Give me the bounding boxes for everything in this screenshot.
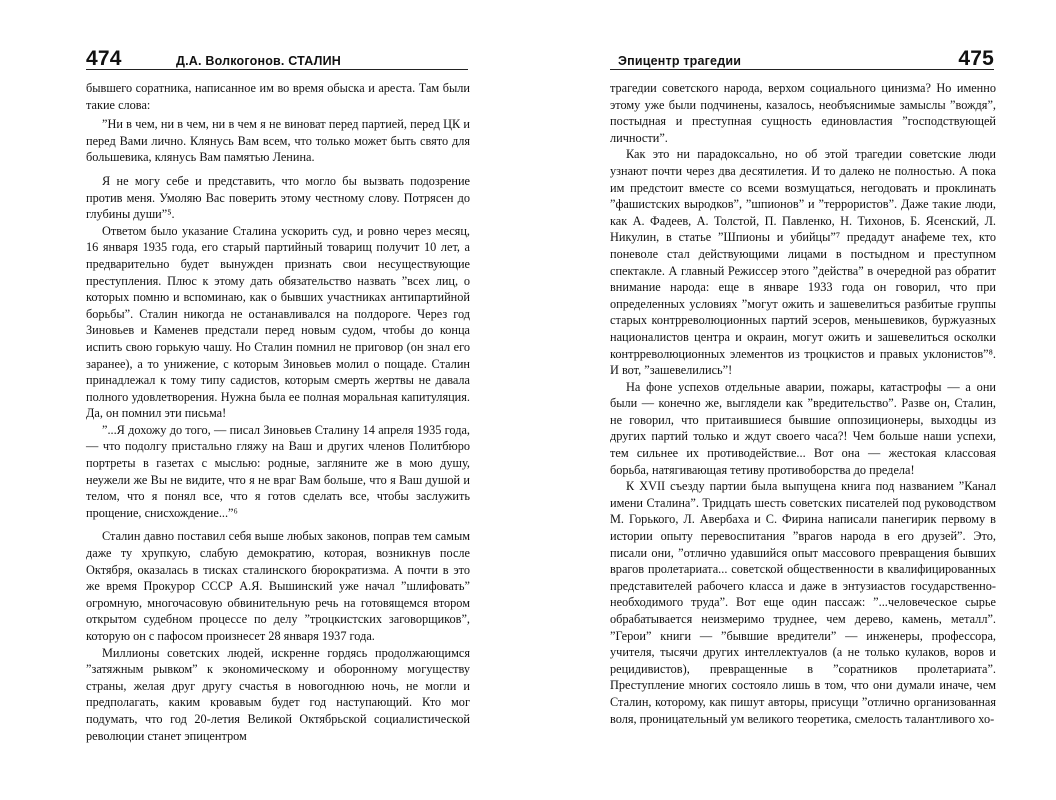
running-head: Д.А. Волкогонов. СТАЛИН — [176, 54, 341, 68]
quote-paragraph: ”Ни в чем, ни в чем, ни в чем я не виноват перед партией, перед ЦК и перед Вами лично. Клянусь Вам всем, что только может быть свято для большевика, клянусь Вам памятью Ленина. — [86, 117, 470, 165]
quote-paragraph: Я не могу себе и представить, что могло бы вызвать подозрение против меня. Умоляю Вас поверить этому честному слову. Потрясен до глубины души”⁵. — [86, 173, 470, 222]
running-head: Эпицентр трагедии — [618, 54, 742, 68]
page-number: 474 — [86, 47, 122, 70]
header-rule — [86, 69, 468, 70]
paragraph: Миллионы советских людей, искренне гордясь продолжающимся ”затяжным рывком” к экономическому и оборонному могуществу страны, желая друг другу счастья в новогоднюю ночь, не могли и предполагать, каким кровавым будет год наступающий. Кто мог подумать, что год 20-летия Великой Октябрьской социалистической революции станет эпицентром — [86, 645, 470, 743]
left-page-header — [86, 48, 468, 70]
paragraph: К XVII съезду партии была выпущена книга под названием ”Канал имени Сталина”. Тридцать шесть советских писателей под руководством М. Горького, Л. Авербаха и С. Фирина написали панегирик первому в истории опыту перевоспитания ”врагов народа в его друзей”. Это, писали они, ”отлично удавшийся опыт массового превращения бывших врагов пролетариата... советской общественности в квалифицированных представителей рабочего класса и даже в энтузиастов государственно-необходимого труда”. Вот еще один пассаж: ”...человеческое сырье обрабатывается неизмеримо труднее, чем дерево, камень, металл”. ”Герои” книги — ”бывшие вредители” — инженеры, профессора, учителя, тысячи других интеллектуалов (а не только кулаков, воров и рецидивистов), превращенные в ”соратников пролетариата”. Преступление многих состояло лишь в том, что они думали иначе, чем Сталин, которому, как пишут авторы, присущи ”отлично организованная воля, проницательный ум великого теоретика, смелость талантливого хо- — [610, 479, 996, 726]
paragraph: Сталин давно поставил себя выше любых законов, поправ тем самым даже ту хрупкую, слабую демократию, которая, возникнув после Октября, оказалась в тисках сталинского бюрократизма. А почти в это же время Прокурор СССР А.Я. Вышинский уже начал ”шлифовать” огромную, многочасовую обвинительную речь на готовящемся втором открытом судебном процессе по делу ”троцкистских заговорщиков”, которую он с пафосом произнесет 28 января 1937 года. — [86, 529, 470, 643]
paragraph: На фоне успехов отдельные аварии, пожары, катастрофы — а они были — конечно же, выглядели как ”вредительство”. Разве он, Сталин, не говорил, что притаившиеся бывшие оппозиционеры, выходцы из других партий только и ждут своего часа?! Чем больше наши успехи, тем сильнее их противодействие... Вот она — жестокая классовая борьба, натягивающая тетиву противоборства до предела! — [610, 379, 996, 477]
paragraph: бывшего соратника, написанное им во время обыска и ареста. Там были такие слова: — [86, 81, 470, 112]
header-rule — [610, 69, 994, 70]
page-number: 475 — [958, 47, 994, 70]
quote-paragraph: ”...Я дохожу до того, — писал Зиновьев Сталину 14 апреля 1935 года, — что подолгу пристально гляжу на Ваш и других членов Политбюро портреты в газетах с мыслью: родные, загляните же в мою душу, неужели же Вы не видите, что я не враг Вам больше, что я Ваш душой и телом, что я понял все, что я готов сделать все, чтобы заслужить прощение, снисхождение...”⁶ — [86, 422, 470, 520]
paragraph: Как это ни парадоксально, но об этой трагедии советские люди узнают почти через два десятилетия. И то далеко не полностью. А пока им предстоит вместе со всеми возмущаться, негодовать и проклинать ”фашистских выродков”, ”шпионов” и ”террористов”. Даже такие люди, как А. Фадеев, А. Толстой, П. Павленко, Н. Тихонов, Б. Ясенский, Л. Никулин, в статье ”Шпионы и убийцы”⁷ предадут анафеме тех, кто поневоле стал действующими лицами в постыдном и преступном спектакле. А главный Режиссер этого ”действа” в очередной раз обратит внимание народа: еще в январе 1933 года он говорил, что при определенных условиях ”могут ожить и зашевелиться разбитые группы старых контрреволюционных партий эсеров, меньшевиков, буржуазных националистов центра и окраин, могут ожить и зашевелиться осколки контрреволюционных элементов из троцкистов и правых уклонистов”⁸. И вот, ”зашевелились”! — [610, 147, 996, 378]
left-text-column — [86, 80, 470, 744]
paragraph: трагедии советского народа, верхом социального цинизма? Но именно этому уже были подчинены, казалось, необъяснимые замыслы ”вождя”, постыдная и преступная сущность единовластия ”господствующей личности”. — [610, 81, 996, 145]
paragraph: Ответом было указание Сталина ускорить суд, и ровно через месяц, 16 января 1935 года, его старый партийный товарищ получит 10 лет, а предварительно будет вынужден признать свои несуществующие преступления. Плюс к этому дать обязательство назвать ”всех лиц, о которых помню и вспоминаю, как о бывших участниках антипартийной борьбы”. Сталин никогда не останавливался на полдороге. Через год Зиновьев и Каменев предстали перед новым судом, чтобы до конца испить свою горькую чашу. Но Сталин помнил не приговор (он знал его заранее), а то унижение, с которым Зиновьев молил о пощаде. Сталин принадлежал к тому типу садистов, которым смерть жертвы не давала полного удовлетворения. Нужна была ее полная моральная капитуляция. Да, он помнил эти письма! — [86, 223, 470, 421]
right-page-header — [610, 48, 994, 70]
right-text-column — [610, 80, 996, 727]
